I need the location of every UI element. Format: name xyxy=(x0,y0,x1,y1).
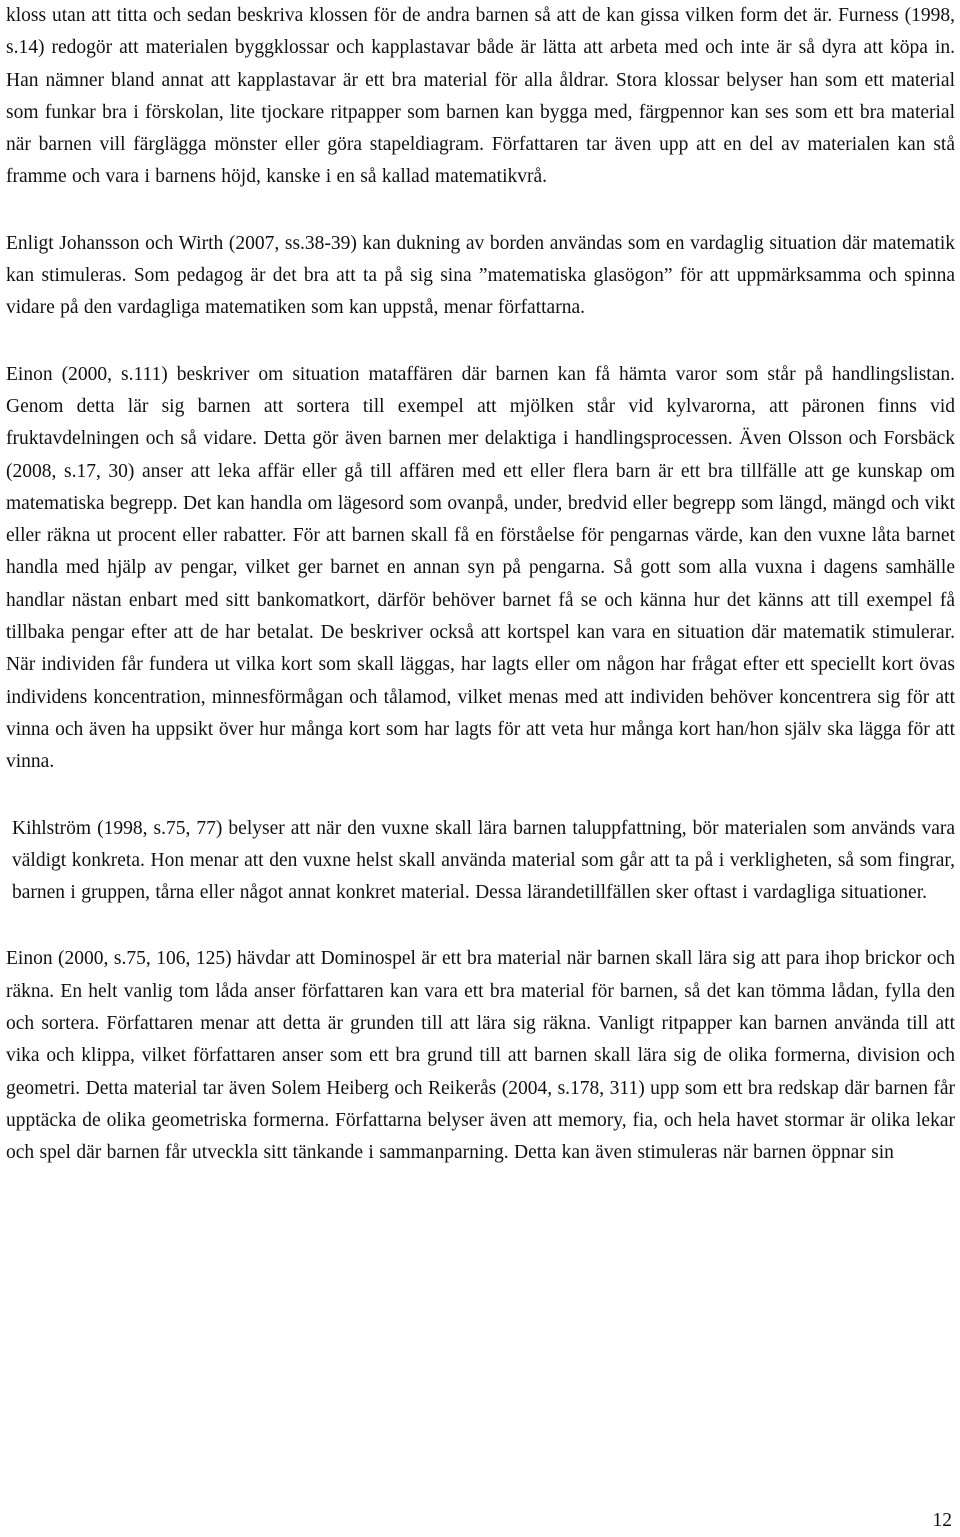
document-page xyxy=(6,0,955,1170)
paragraph-5: Einon (2000, s.75, 106, 125) hävdar att Dominospel är ett bra material när barnen skall lära sig att para ihop brickor och räkna. En helt vanlig tom låda anser författaren kan vara ett bra material för barnen, så det kan tömma lådan, fylla den och sortera. Författaren menar att detta är grunden till att lära sig räkna. Vanligt ritpapper kan barnen använda till att vika och klippa, vilket författaren anser som ett bra grund till att barnen skall lära sig de olika formerna, division och geometri. Detta material tar även Solem Heiberg och Reikerås (2004, s.178, 311) upp som ett bra redskap där barnen får upptäcka de olika geometriska formerna. Författarna belyser även att memory, fia, och hela havet stormar är olika lekar och spel där barnen får utveckla sitt tänkande i sammanparning. Detta kan även stimuleras när barnen öppnar sin xyxy=(6,948,955,1164)
paragraph-3: Einon (2000, s.111) beskriver om situation mataffären där barnen kan få hämta varor som står på handlingslistan. Genom detta lär sig barnen att sortera till exempel att mjölken står vid kylvarorna, att päronen finns vid fruktavdelningen och så vidare. Detta gör även barnen mer delaktiga i handlingsprocessen. Även Olsson och Forsbäck (2008, s.17, 30) anser att leka affär eller gå till affären med ett eller flera barn är ett bra tillfälle att ge kunskap om matematiska begrepp. Det kan handla om lägesord som ovanpå, under, bredvid eller begrepp som längd, mängd och vikt eller räkna ut procent eller rabatter. För att barnen skall få en förståelse för pengarnas värde, kan den vuxne låta barnet handla med hjälp av pengar, vilket ger barnet en annan syn på pengarna. Så gott som alla vuxna i dagens samhälle handlar nästan enbart med sitt bankomatkort, därför behöver barnet få se och känna hur det känns att till exempel få tillbaka pengar efter att de har betalat. De beskriver också att kortspel kan vara en situation där matematik stimulerar. När individen får fundera ut vilka kort som skall läggas, har lagts eller om någon har frågat efter ett speciellt kort övas individens koncentration, minnesförmågan och tålamod, vilket menas med att individen behöver koncentrera sig för att vinna och även ha uppsikt över hur många kort som har lagts för att veta hur många kort han/hon själv ska lägga för att vinna. xyxy=(6,363,955,773)
paragraph-1: kloss utan att titta och sedan beskriva klossen för de andra barnen så att de kan gissa vilken form det är. Furness (1998, s.14) redogör att materialen byggklossar och kapplastavar både är lätta att arbeta med och inte är så dyra att köpa in. Han nämner bland annat att kapplastavar är ett bra material för alla åldrar. Stora klossar belyser han som ett material som funkar bra i förskolan, lite tjockare ritpapper som barnen kan bygga med, färgpennor kan ses som ett bra material när barnen vill färglägga mönster eller göra stapeldiagram. Författaren tar även upp att en del av materialen kan stå framme och vara i barnens höjd, kanske i en så kallad matematikvrå. xyxy=(6,5,955,188)
paragraph-2: Enligt Johansson och Wirth (2007, ss.38-39) kan dukning av borden användas som en vardaglig situation där matematik kan stimuleras. Som pedagog är det bra att ta på sig sina ”matematiska glasögon” för att uppmärksamma och spinna vidare på den vardagliga matematiken som kan uppstå, menar författarna. xyxy=(6,232,955,319)
paragraph-4: Kihlström (1998, s.75, 77) belyser att när den vuxne skall lära barnen taluppfattning, bör materialen som används vara väldigt konkreta. Hon menar att den vuxne helst skall använda material som går att ta på i verkligheten, så som fingrar, barnen i gruppen, tårna eller något annat konkret material. Dessa lärandetillfällen sker oftast i vardagliga situationer. xyxy=(12,817,955,904)
page-number: 12 xyxy=(932,1510,952,1531)
